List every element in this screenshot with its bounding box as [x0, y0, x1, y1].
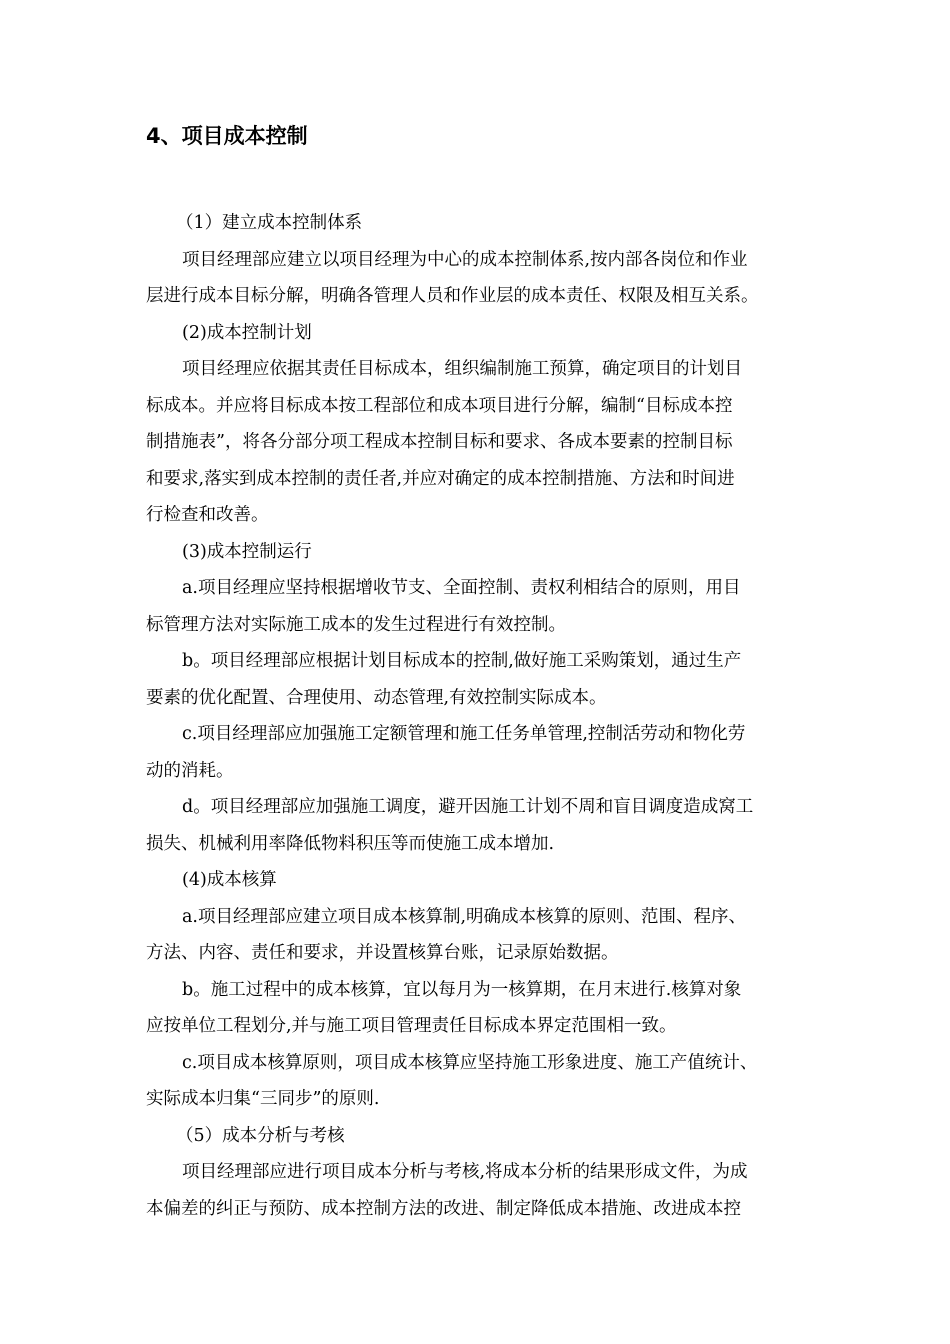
- text-line: 要素的优化配置、合理使用、动态管理,有效控制实际成本。: [146, 687, 607, 708]
- text-line: (4)成本核算: [182, 870, 277, 890]
- text-line: d。项目经理部应加强施工调度，避开因施工计划不周和盲目调度造成窝工: [182, 797, 754, 817]
- text-line: 和要求,落实到成本控制的责任者,并应对确定的成本控制措施、方法和时间进: [146, 468, 735, 489]
- text-line: 行检查和改善。: [146, 505, 269, 525]
- text-line: 应按单位工程划分,并与施工项目管理责任目标成本界定范围相一致。: [146, 1016, 677, 1036]
- text-line: 项目经理部应建立以项目经理为中心的成本控制体系,按内部各岗位和作业: [182, 249, 748, 270]
- text-line: c.项目经理部应加强施工定额管理和施工任务单管理,控制活劳动和物化劳: [182, 724, 746, 744]
- text-line: (3)成本控制运行: [182, 541, 312, 562]
- text-line: c.项目成本核算原则，项目成本核算应坚持施工形象进度、施工产值统计、: [182, 1052, 758, 1073]
- text-line: 本偏差的纠正与预防、成本控制方法的改进、制定降低成本措施、改进成本控: [146, 1198, 741, 1219]
- text-line: （5）成本分析与考核: [176, 1125, 345, 1146]
- text-line: 实际成本归集“三同步”的原则.: [146, 1089, 380, 1109]
- text-line: b。项目经理部应根据计划目标成本的控制,做好施工采购策划，通过生产: [182, 651, 742, 671]
- text-line: 项目经理部应进行项目成本分析与考核,将成本分析的结果形成文件，为成: [182, 1162, 748, 1182]
- text-line: 损失、机械利用率降低物料积压等而使施工成本增加.: [146, 833, 555, 854]
- text-line: （1）建立成本控制体系: [176, 213, 363, 233]
- text-line: 层进行成本目标分解，明确各管理人员和作业层的成本责任、权限及相互关系。: [146, 286, 759, 306]
- text-line: 制措施表”，将各分部分项工程成本控制目标和要求、各成本要素的控制目标: [146, 432, 733, 452]
- text-line: 标管理方法对实际施工成本的发生过程进行有效控制。: [146, 614, 566, 635]
- text-line: 方法、内容、责任和要求，并设置核算台账，记录原始数据。: [146, 943, 619, 963]
- text-line: b。施工过程中的成本核算，宜以每月为一核算期，在月末进行.核算对象: [182, 979, 742, 1000]
- document-body: [146, 205, 810, 1227]
- text-line: 标成本。并应将目标成本按工程部位和成本项目进行分解，编制“目标成本控: [146, 395, 733, 416]
- text-line: (2)成本控制计划: [182, 322, 312, 343]
- text-line: a.项目经理应坚持根据增收节支、全面控制、责权利相结合的原则，用目: [182, 578, 741, 598]
- text-line: 项目经理应依据其责任目标成本，组织编制施工预算，确定项目的计划目: [182, 359, 742, 379]
- text-line: a.项目经理部应建立项目成本核算制,明确成本核算的原则、范围、程序、: [182, 906, 747, 927]
- section-heading: 4、项目成本控制: [146, 124, 308, 148]
- text-line: 动的消耗。: [146, 760, 234, 781]
